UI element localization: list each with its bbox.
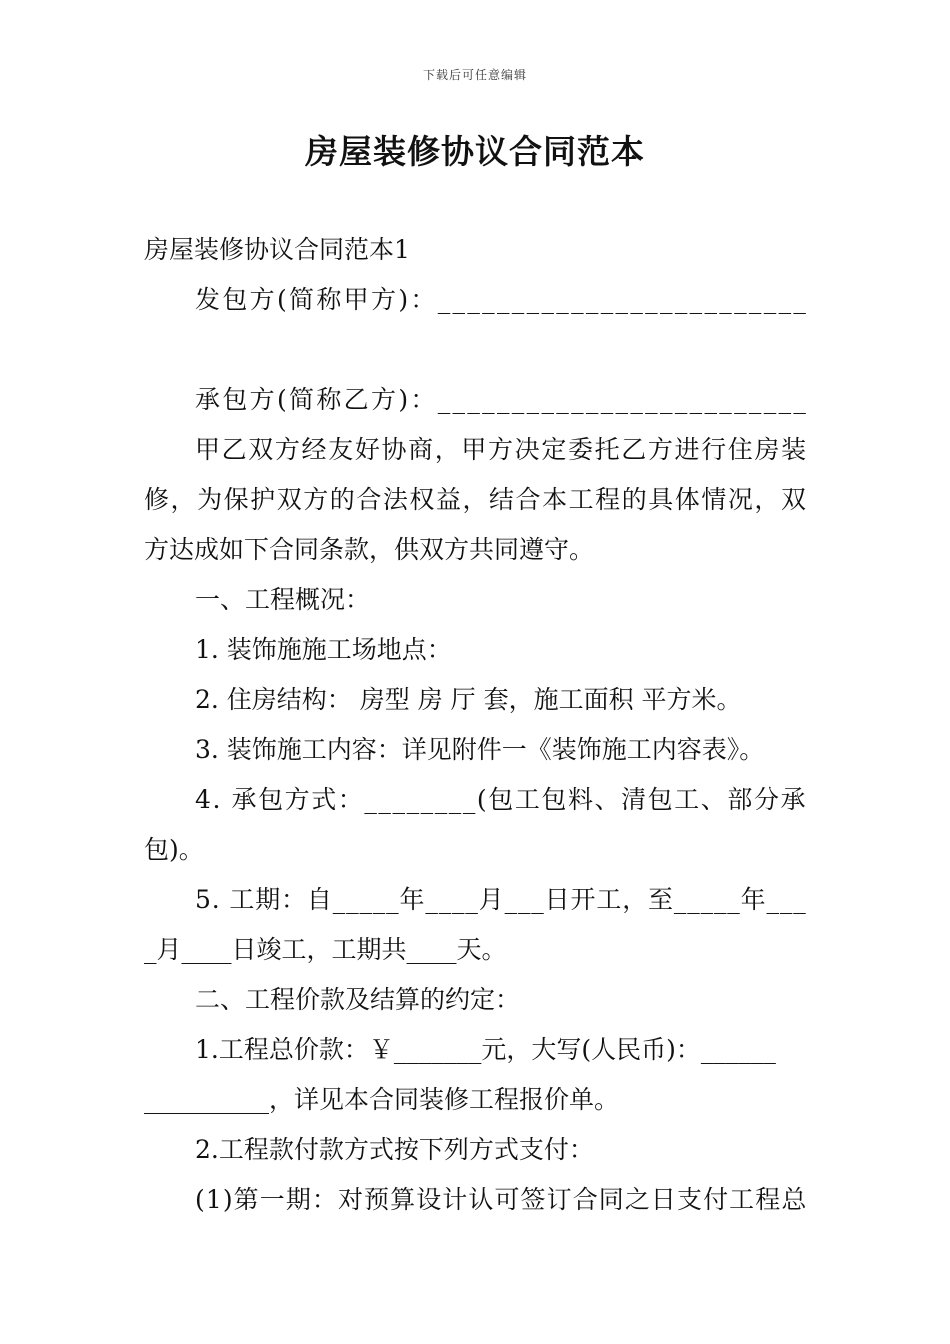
document-title: 房屋装修协议合同范本 (305, 132, 645, 171)
party-a-line: 发包方(简称甲方)：_________________________ (195, 285, 809, 314)
intro-line-3: 方达成如下合同条款，供双方共同遵守。 (144, 535, 595, 564)
party-b-line: 承包方(简称乙方)：_________________________ (195, 385, 809, 414)
clause-1-item-1: 1. 装饰施施工场地点： (195, 635, 452, 664)
clause-2-item-2: 2.工程款付款方式按下列方式支付： (195, 1135, 594, 1164)
intro-line-1: 甲乙双方经友好协商，甲方决定委托乙方进行住房装 (195, 435, 808, 464)
clause-2-heading: 二、工程价款及结算的约定： (195, 985, 521, 1014)
intro-line-2: 修，为保护双方的合法权益，结合本工程的具体情况，双 (144, 485, 808, 514)
clause-2-item-2-1: (1)第一期：对预算设计认可签订合同之日支付工程总 (195, 1185, 808, 1214)
clause-1-item-3: 3. 装饰施工内容：详见附件一《装饰施工内容表》。 (195, 735, 765, 764)
section-heading-1: 房屋装修协议合同范本1 (144, 235, 410, 264)
clause-1-item-4-cont: 包)。 (144, 835, 204, 864)
clause-1-item-5-cont: _月____日竣工，工期共____天。 (144, 935, 507, 964)
clause-1-item-5: 5. 工期：自_____年____月___日开工，至_____年___ (195, 885, 807, 914)
clause-2-item-1-cont: __________，详见本合同装修工程报价单。 (144, 1085, 620, 1114)
clause-1-heading: 一、工程概况： (195, 585, 371, 614)
clause-2-item-1: 1.工程总价款：￥_______元，大写(人民币)：______ (195, 1035, 776, 1064)
header-note: 下载后可任意编辑 (422, 68, 527, 82)
clause-1-item-4: 4. 承包方式：________(包工包料、清包工、部分承 (195, 785, 808, 814)
clause-1-item-2: 2. 住房结构： 房型 房 厅 套，施工面积 平方米。 (195, 685, 742, 714)
